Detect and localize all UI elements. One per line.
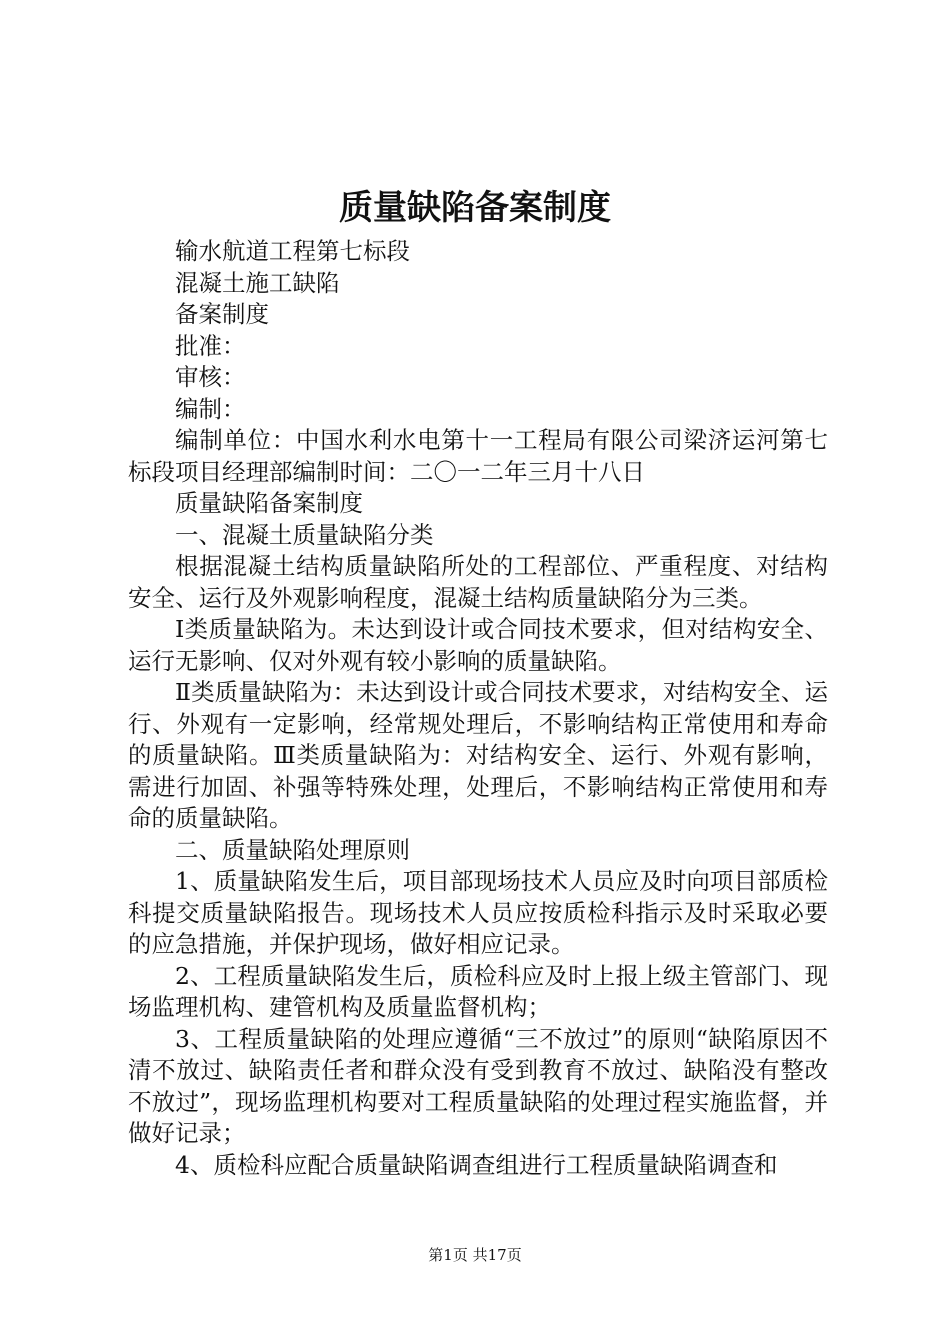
paragraph: Ⅰ类质量缺陷为。未达到设计或合同技术要求，但对结构安全、运行无影响、仅对外观有较小影响的质量缺陷。 [128, 615, 828, 675]
page-title: 质量缺陷备案制度 [339, 188, 611, 228]
paragraph: 备案制度 [175, 300, 269, 328]
paragraph: Ⅱ类质量缺陷为：未达到设计或合同技术要求，对结构安全、运行、外观有一定影响，经常规处理后，不影响结构正常使用和寿命的质量缺陷。Ⅲ类质量缺陷为：对结构安全、运行、外观有影响，需进行加固、补强等特殊处理，处理后，不影响结构正常使用和寿命的质量缺陷。 [128, 678, 828, 832]
paragraph: 1、质量缺陷发生后，项目部现场技术人员应及时向项目部质检科提交质量缺陷报告。现场技术人员应按质检科指示及时采取必要的应急措施，并保护现场，做好相应记录。 [128, 867, 828, 958]
document-body [128, 236, 828, 1181]
section-heading: 二、质量缺陷处理原则 [175, 835, 410, 864]
paragraph: 2、工程质量缺陷发生后，质检科应及时上报上级主管部门、现场监理机构、建管机构及质量监督机构； [128, 961, 828, 1021]
section-heading: 一、混凝土质量缺陷分类 [175, 520, 434, 549]
paragraph: 质量缺陷备案制度 [175, 489, 363, 517]
page-footer: 第1页 共17页 [428, 1246, 522, 1264]
paragraph: 3、工程质量缺陷的处理应遵循“三不放过”的原则“缺陷原因不清不放过、缺陷责任者和群众没有受到教育不放过、缺陷没有整改不放过”，现场监理机构要对工程质量缺陷的处理过程实施监督，并做好记录； [128, 1024, 828, 1147]
paragraph: 输水航道工程第七标段 [175, 237, 410, 265]
paragraph: 混凝土施工缺陷 [175, 268, 340, 297]
paragraph: 4、质检科应配合质量缺陷调查组进行工程质量缺陷调查和 [175, 1150, 778, 1179]
paragraph: 根据混凝土结构质量缺陷所处的工程部位、严重程度、对结构安全、运行及外观影响程度，混凝土结构质量缺陷分为三类。 [128, 552, 828, 612]
paragraph: 审核： [175, 363, 246, 391]
paragraph: 编制： [175, 394, 246, 423]
paragraph: 编制单位：中国水利水电第十一工程局有限公司梁济运河第七标段项目经理部编制时间：二〇一二年三月十八日 [128, 426, 828, 486]
paragraph: 批准： [175, 331, 246, 360]
